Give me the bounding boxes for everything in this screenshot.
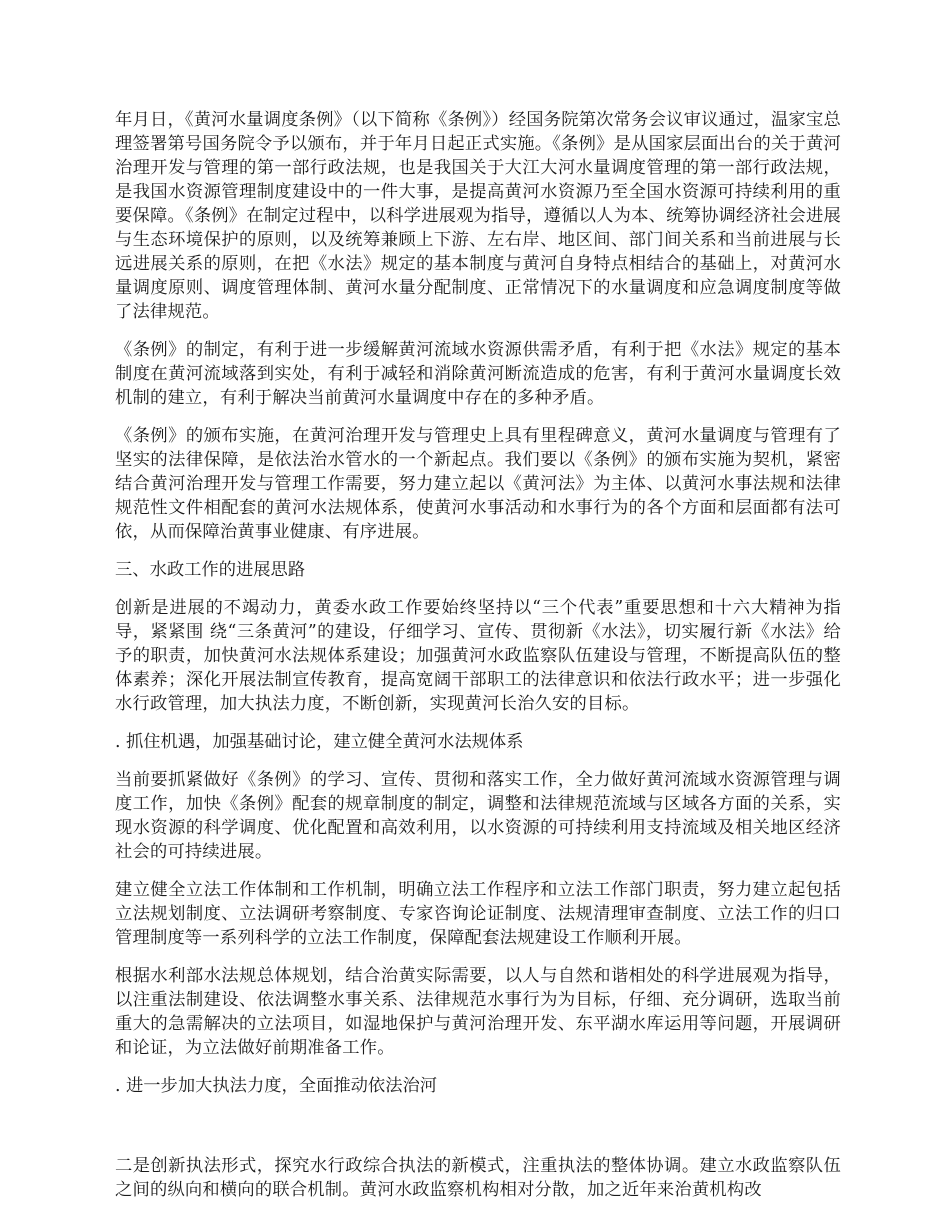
paragraph-regulation-intro: 年月日，《黄河水量调度条例》（以下简称《条例》）经国务院第次常务会议审议通过，温家宝总理签署第号国务院令予以颁布，并于年月日起正式实施。《条例》是从国家层面出台的关于黄河治理开发与管理的第一部行政法规，也是我国关于大江大河水量调度管理的第一部行政法规，是我国水资源管理制度建设中的一件大事，是提高黄河水资源乃至全国水资源可持续利用的重要保障。《条例》在制定过程中，以科学进展观为指导，遵循以人为本、统筹协调经济社会进展与生态环境保护的原则，以及统筹兼顾上下游、左右岸、地区间、部门间关系和当前进展与长远进展关系的原则，在把《水法》规定的基本制度与黄河自身特点相结合的基础上，对黄河水量调度原则、调度管理体制、黄河水量分配制度、正常情况下的水量调度和应急调度制度等做了法律规范。 bbox=[115, 110, 841, 322]
paragraph-regulation-benefits: 《条例》的制定，有利于进一步缓解黄河流域水资源供需矛盾，有利于把《水法》规定的基本制度在黄河流域落到实处，有利于减轻和消除黄河断流造成的危害，有利于黄河水量调度长效机制的建立，有利于解决当前黄河水量调度中存在的多种矛盾。 bbox=[115, 340, 841, 408]
spacer bbox=[115, 1112, 841, 1154]
paragraph-enforcement-innovation: 二是创新执法形式，探究水行政综合执法的新模式，注重执法的整体协调。建立水政监察队伍之间的纵向和横向的联合机制。黄河水政监察机构相对分散，加之近年来治黄机构改 bbox=[115, 1156, 841, 1200]
paragraph-regulation-significance: 《条例》的颁布实施，在黄河治理开发与管理史上具有里程碑意义，黄河水量调度与管理有了坚实的法律保障，是依法治水管水的一个新起点。我们要以《条例》的颁布实施为契机，紧密结合黄河治理开发与管理工作需要，努力建立起以《黄河法》为主体、以黄河水事法规和法律规范性文件相配套的黄河水法规体系，使黄河水事活动和水事行为的各个方面和层面都有法可依，从而保障治黄事业健康、有序进展。 bbox=[115, 426, 841, 542]
section-heading-3: 三、水政工作的进展思路 bbox=[115, 560, 306, 580]
paragraph-implementation: 当前要抓紧做好《条例》的学习、宣传、贯彻和落实工作，全力做好黄河流域水资源管理与调度工作，加快《条例》配套的规章制度的制定，调整和法律规范流域与区域各方面的关系，实现水资源的科学调度、优化配置和高效利用，以水资源的可持续利用支持流域及相关地区经济社会的可持续进展。 bbox=[115, 770, 841, 862]
subheading-legal-system: . 抓住机遇，加强基础讨论，建立健全黄河水法规体系 bbox=[115, 732, 524, 752]
subheading-enforcement: . 进一步加大执法力度，全面推动依法治河 bbox=[115, 1076, 438, 1096]
paragraph-legislative-planning: 根据水利部水法规总体规划，结合治黄实际需要，以人与自然和谐相处的科学进展观为指导，以注重法制建设、依法调整水事关系、法律规范水事行为为目标，仔细、充分调研，选取当前重大的急需解决的立法项目，如湿地保护与黄河治理开发、东平湖水库运用等问题，开展调研和论证，为立法做好前期准备工作。 bbox=[115, 966, 841, 1058]
paragraph-legislative-mechanism: 建立健全立法工作体制和工作机制，明确立法工作程序和立法工作部门职责，努力建立起包括立法规划制度、立法调研考察制度、专家咨询论证制度、法规清理审查制度、立法工作的归口管理制度等一系列科学的立法工作制度，保障配套法规建设工作顺利开展。 bbox=[115, 880, 841, 948]
document-body bbox=[115, 108, 841, 1216]
paragraph-innovation: 创新是进展的不竭动力，黄委水政工作要始终坚持以“三个代表”重要思想和十六大精神为指导，紧紧围 绕“三条黄河”的建设，仔细学习、宣传、贯彻新《水法》，切实履行新《水法》给予的职责，加快黄河水法规体系建设；加强黄河水政监察队伍建设与管理，不断提高队伍的整体素养；深化开展法制宣传教育，提高宽阔干部职工的法律意识和依法行政水平；进一步强化水行政管理，加大执法力度，不断创新，实现黄河长治久安的目标。 bbox=[115, 598, 841, 714]
